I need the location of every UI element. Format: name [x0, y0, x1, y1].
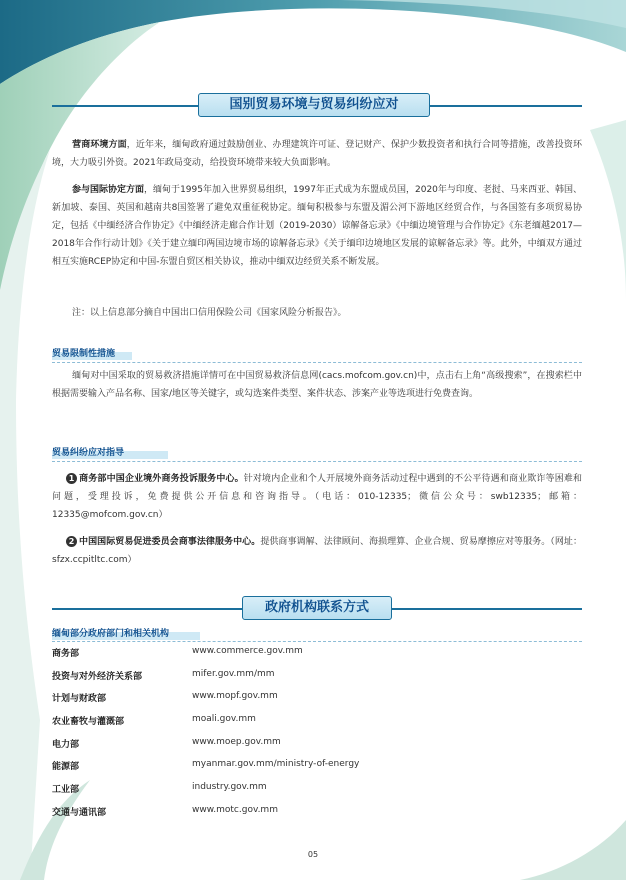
- contact-row: [52, 782, 582, 805]
- contact-name: 交通与通讯部: [52, 807, 107, 818]
- section-rule-right: [430, 105, 582, 107]
- dispute-guide-rule: [52, 461, 582, 462]
- section-title-trade-environment: 国别贸易环境与贸易纠纷应对: [198, 93, 430, 117]
- business-env-text: ，近年来，缅甸政府通过鼓励创业、办理建筑许可证、登记财产、保护少数投资者和执行合同等措施，改善投资环境，大力吸引外资。2021年政局变动，给投资环境带来较大负面影响。: [52, 140, 582, 168]
- section-title-gov-contacts: 政府机构联系方式: [242, 596, 392, 620]
- dispute-item-1: [52, 470, 582, 524]
- number-two-badge: 2: [66, 536, 77, 547]
- contact-row: [52, 737, 582, 760]
- dispute-item-1-label: 商务部中国企业境外商务投诉服务中心。: [79, 474, 244, 484]
- section2-rule-right: [392, 608, 582, 610]
- contact-row: [52, 691, 582, 714]
- contact-name: 计划与财政部: [52, 694, 107, 705]
- contact-name: 商务部: [52, 649, 80, 659]
- section-rule-left: [52, 105, 198, 107]
- dispute-item-2-label: 中国国际贸易促进委员会商事法律服务中心。: [79, 537, 261, 547]
- page-number: 05: [307, 850, 319, 859]
- dispute-item-1-text: 针对境内企业和个人开展境外商务活动过程中遇到的不公平待遇和商业欺诈等困难和问题，受理投诉，免费提供公开信息和咨询指导。（电话：010-12335；微信公众号：swb12335；邮箱：12335@mofcom.gov.cn）: [52, 474, 582, 520]
- contact-url-link[interactable]: www.commerce.gov.mm: [192, 646, 303, 656]
- contact-url-link[interactable]: moali.gov.mm: [192, 714, 256, 725]
- contact-url-link[interactable]: www.moep.gov.mm: [192, 736, 281, 747]
- trade-restriction-heading: 贸易限制性措施: [52, 349, 116, 359]
- intl-agreements-label: 参与国际协定方面: [72, 185, 145, 195]
- contact-name: 能源部: [52, 762, 80, 773]
- trade-restriction-text: 缅甸对中国采取的贸易救济措施详情可在中国贸易救济信息网(cacs.mofcom.gov.cn)中，点击右上角“高级搜索”，在搜索栏中根据需要输入产品名称、国家/地区等关键字，或勾选案件类型、案件状态、涉案产业等选项进行免费查询。: [52, 371, 582, 399]
- gov-subheading: 缅甸部分政府部门和相关机构: [52, 629, 170, 639]
- contact-url-link[interactable]: industry.gov.mm: [192, 782, 267, 793]
- business-env-label: 营商环境方面: [72, 140, 127, 150]
- contact-name: 工业部: [52, 785, 80, 796]
- dispute-guide-heading: 贸易纠纷应对指导: [52, 448, 125, 458]
- source-note-text: 注：以上信息部分摘自中国出口信用保险公司《国家风险分析报告》。: [72, 308, 347, 318]
- source-note: [52, 304, 582, 322]
- contact-row: [52, 646, 582, 669]
- contact-row: [52, 714, 582, 737]
- number-one-badge: 1: [66, 473, 77, 484]
- contact-name: 投资与对外经济关系部: [52, 671, 143, 682]
- trade-restriction-rule: [52, 362, 582, 363]
- contact-url-link[interactable]: myanmar.gov.mm/ministry-of-energy: [192, 759, 360, 770]
- intl-agreements-text: ，缅甸于1995年加入世界贸易组织，1997年正式成为东盟成员国，2020年与印度、老挝、马来西亚、韩国、新加坡、泰国、英国和越南共8国签署了避免双重征税协定。缅甸积极参与东盟及湄公河下游地区经贸合作，与各国签有多项贸易协定，包括《中缅经济合作协定》《中缅经济走廊合作计划（2019-2030）谅解备忘录》《中缅边境管理与合作协定》《东老缅越2017—2018年合作行动计划》《关于建立缅印两国边境市场的谅解备忘录》《关于缅印边境地区发展的谅解备忘录》等。此外，中缅双方通过相互实施RCEP协定和中国-东盟自贸区相关协议，推动中缅双边经贸关系不断发展。: [52, 185, 582, 267]
- dispute-item-2-text: 提供商事调解、法律顾问、海损理算、企业合规、贸易摩擦应对等服务。（网址：sfzx.ccpitltc.com）: [52, 537, 582, 565]
- contacts-list: [52, 646, 582, 828]
- contact-url-link[interactable]: mifer.gov.mm/mm: [192, 668, 275, 679]
- business-env-paragraph: [52, 136, 582, 172]
- trade-restriction-paragraph: [52, 367, 582, 403]
- gov-subheading-rule: [52, 641, 582, 642]
- contact-row: [52, 805, 582, 828]
- contact-row: [52, 669, 582, 692]
- intl-agreements-paragraph: [52, 181, 582, 271]
- dispute-item-2: [52, 533, 582, 569]
- contact-url-link[interactable]: www.mopf.gov.mm: [192, 691, 278, 702]
- contact-row: [52, 759, 582, 782]
- section2-rule-left: [52, 608, 242, 610]
- contact-name: 农业畜牧与灌溉部: [52, 717, 125, 728]
- contact-name: 电力部: [52, 739, 80, 750]
- contact-url-link[interactable]: www.motc.gov.mm: [192, 804, 278, 815]
